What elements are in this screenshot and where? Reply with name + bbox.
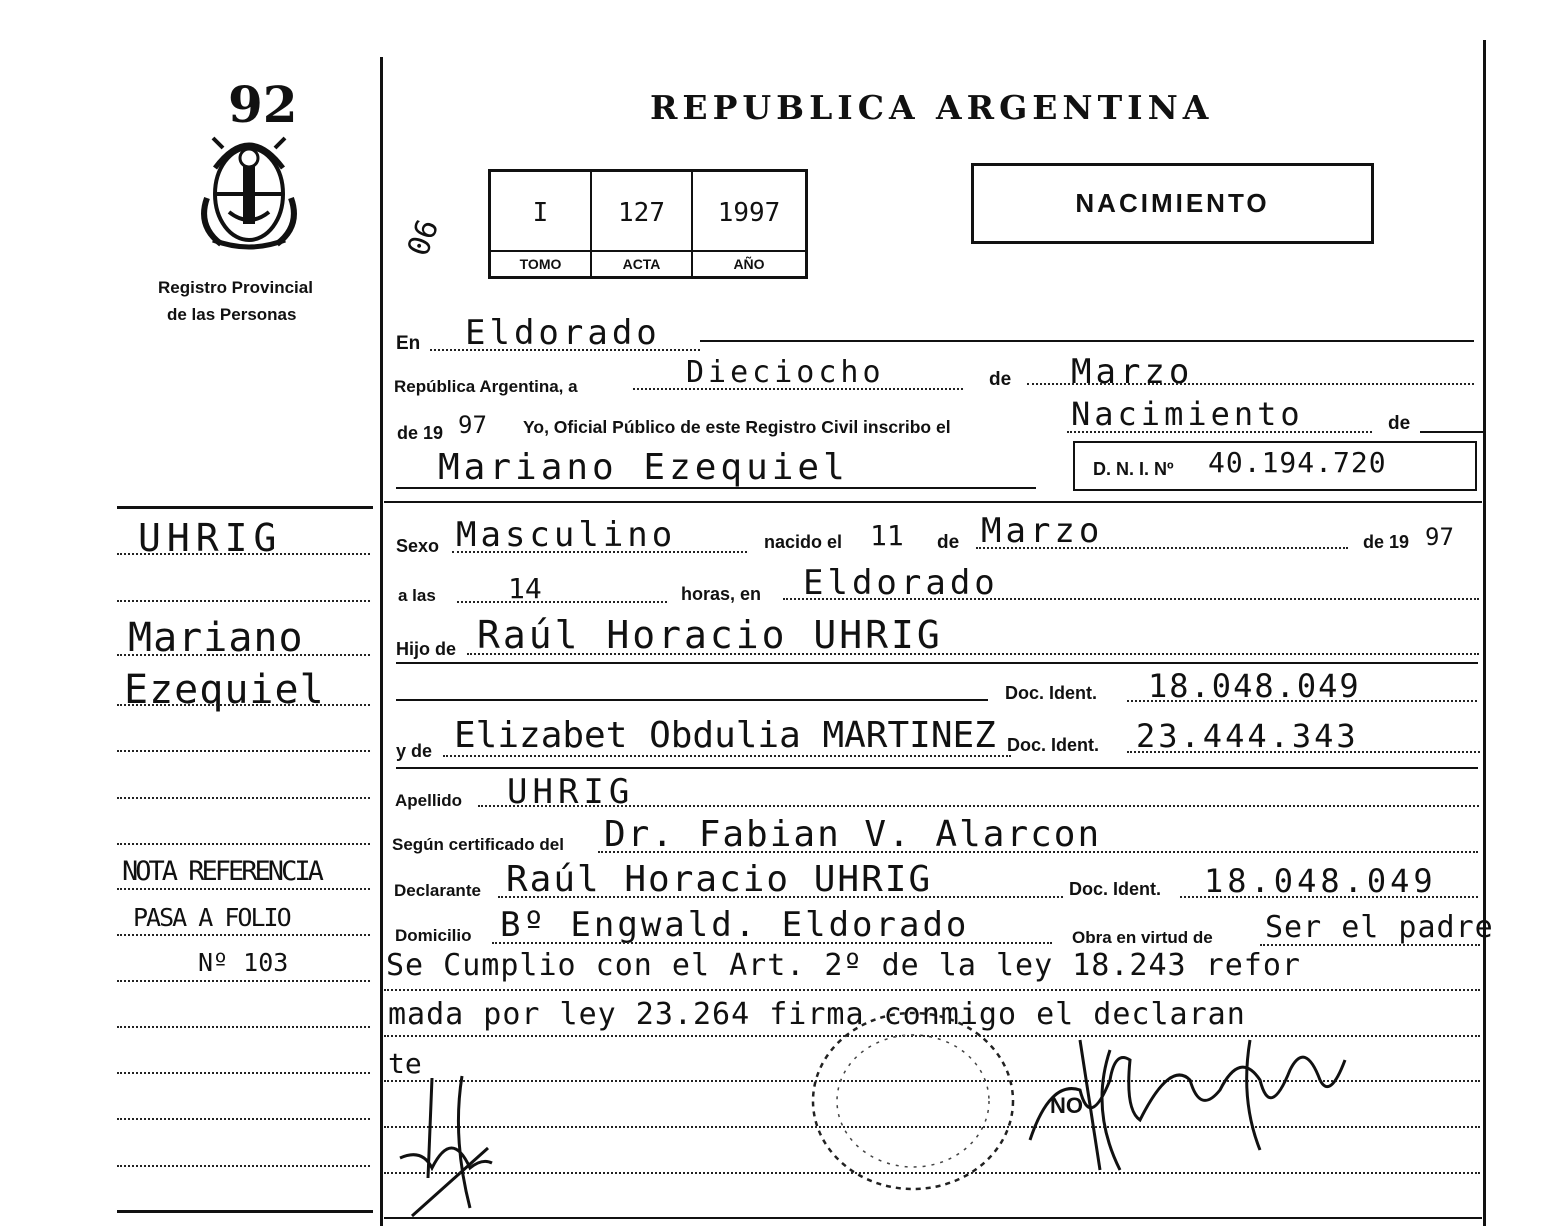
tomo-value: I [532, 198, 549, 228]
mother-line [443, 755, 1011, 757]
de19-label-2: de 19 [1363, 532, 1410, 552]
docident-label-3: Doc. Ident. [1069, 879, 1162, 899]
sidebar-bottom-rule [117, 1210, 373, 1213]
apellido-label: Apellido [395, 791, 463, 810]
father-doc-line [1127, 700, 1477, 702]
segun-label: Según certificado del [392, 835, 564, 854]
declarante-doc: 18.048.049 [1204, 862, 1437, 900]
horas-label: horas, en [681, 584, 762, 604]
record-type-label: NACIMIENTO [1075, 188, 1270, 218]
day-line [633, 388, 963, 390]
alas-label: a las [398, 586, 436, 605]
mother-doc: 23.444.343 [1136, 717, 1359, 755]
sidebar-given-name-1: Mariano [128, 615, 304, 661]
father-under-line [396, 662, 1478, 664]
tomo-label: TOMO [491, 250, 590, 272]
ano-cell [693, 172, 805, 276]
docident-label-2: Doc. Ident. [1007, 735, 1100, 755]
declarante-value: Raúl Horacio UHRIG [506, 859, 933, 900]
acta-value: 127 [618, 198, 665, 228]
yde-label: y de [396, 741, 433, 761]
sidebar-given-name-2: Ezequiel [124, 667, 325, 713]
en-label: En [396, 333, 421, 354]
sidebar-note-line2: PASA A FOLIO [133, 903, 290, 932]
hour-line [457, 601, 667, 603]
mother-doc-line [1127, 751, 1480, 753]
month-value: Marzo [1071, 352, 1194, 392]
sidebar-top-rule [117, 506, 373, 509]
father-name: Raúl Horacio UHRIG [477, 613, 943, 657]
sidebar-line [117, 1118, 370, 1120]
column-divider-right [1483, 40, 1486, 1226]
hour-value: 14 [508, 572, 542, 605]
registered-name: Mariano Ezequiel [438, 447, 849, 488]
birth-day: 11 [870, 519, 904, 552]
republica-label: República Argentina, a [394, 377, 578, 396]
en-line [430, 349, 700, 351]
sidebar-line [117, 934, 370, 936]
year-value: 97 [458, 411, 487, 439]
form-bottom-rule [384, 1217, 1482, 1219]
obra-value: Ser el padre [1265, 910, 1494, 945]
sidebar-surname: UHRIG [138, 516, 283, 560]
segun-line [598, 851, 1478, 853]
obra-label: Obra en virtud de [1072, 928, 1213, 947]
domicilio-line [492, 942, 1052, 944]
sidebar-line [117, 1072, 370, 1074]
sidebar-line [117, 1165, 370, 1167]
inscribo-value: Nacimiento [1071, 395, 1304, 433]
father-doc-blank-line [396, 699, 988, 701]
sidebar-line [117, 888, 370, 890]
sidebar-line [117, 1026, 370, 1028]
de19-label: de 19 [397, 423, 444, 443]
nacido-label: nacido el [764, 532, 843, 552]
sexo-label: Sexo [396, 536, 440, 556]
declarante-line [498, 896, 1063, 898]
column-divider-left [380, 57, 383, 1226]
mother-name: Elizabet Obdulia MARTINEZ [454, 715, 996, 756]
declarante-label: Declarante [394, 881, 481, 900]
oficial-label: Yo, Oficial Público de este Registro Civil inscribo el [523, 417, 951, 437]
ano-label: AÑO [693, 250, 805, 272]
country-title: REPUBLICA ARGENTINA [650, 88, 1214, 127]
acta-cell [592, 172, 693, 276]
sidebar-note-line3: Nº 103 [198, 948, 289, 977]
declarante-doc-line [1180, 896, 1478, 898]
officer-signature-icon [392, 1068, 502, 1218]
stamp-overprint-text: NO [1050, 1093, 1083, 1118]
apellido-value: UHRIG [507, 772, 635, 812]
sidebar-line [117, 654, 370, 656]
en-value: Eldorado [465, 313, 661, 353]
birth-year: 97 [1425, 523, 1454, 551]
register-box [488, 169, 808, 279]
ano-value: 1997 [717, 198, 781, 228]
tomo-cell [491, 172, 592, 276]
name-line [396, 487, 1036, 489]
dni-value: 40.194.720 [1208, 446, 1387, 479]
notes-line-2: mada por ley 23.264 firma conmigo el declaran [388, 997, 1246, 1032]
acta-label: ACTA [592, 250, 691, 272]
de-label-3: de [937, 532, 960, 553]
obra-line [1260, 944, 1480, 946]
office-name-line1: Registro Provincial [158, 278, 313, 297]
sidebar-line [117, 704, 370, 706]
sidebar-line [117, 980, 370, 982]
de-label: de [989, 369, 1012, 390]
sidebar-line [117, 553, 370, 555]
father-doc: 18.048.049 [1148, 667, 1361, 705]
mother-under-line [396, 767, 1478, 769]
sexo-line [452, 551, 747, 553]
notes-line-1: Se Cumplio con el Art. 2º de la ley 18.243 refor [386, 948, 1301, 983]
notes-line-3: te [388, 1047, 422, 1080]
segun-value: Dr. Fabian V. Alarcon [604, 814, 1102, 855]
month-line [1027, 383, 1474, 385]
father-line [467, 653, 1479, 655]
sidebar-line [117, 750, 370, 752]
sidebar-line [117, 797, 370, 799]
office-name-line2: de las Personas [167, 305, 297, 324]
official-stamp-icon [803, 1006, 1023, 1196]
coat-of-arms-icon [193, 128, 305, 252]
notes-rule [384, 989, 1480, 991]
day-value: Dieciocho [686, 355, 885, 390]
birth-place: Eldorado [803, 563, 999, 603]
en-line-solid [700, 340, 1474, 342]
sidebar-line [117, 600, 370, 602]
domicilio-label: Domicilio [395, 926, 472, 945]
sidebar-line [117, 843, 370, 845]
form-separator [384, 501, 1482, 503]
birth-month: Marzo [981, 511, 1104, 551]
hijo-label: Hijo de [396, 639, 457, 659]
dni-label: D. N. I. Nº [1093, 459, 1174, 479]
place-line [783, 598, 1479, 600]
de-label-2: de [1388, 413, 1411, 434]
inscribo-line [1067, 431, 1372, 433]
docident-label: Doc. Ident. [1005, 683, 1098, 703]
margin-mark: 06 [400, 214, 447, 261]
record-type-box [971, 163, 1374, 244]
inscribo-end-line [1420, 431, 1484, 433]
sidebar-note-line1: NOTA REFERENCIA [122, 856, 321, 887]
birth-month-line [976, 547, 1348, 549]
sexo-value: Masculino [456, 515, 677, 555]
folio-number: 92 [228, 75, 298, 134]
apellido-line [478, 805, 1479, 807]
domicilio-value: Bº Engwald. Eldorado [500, 905, 970, 945]
